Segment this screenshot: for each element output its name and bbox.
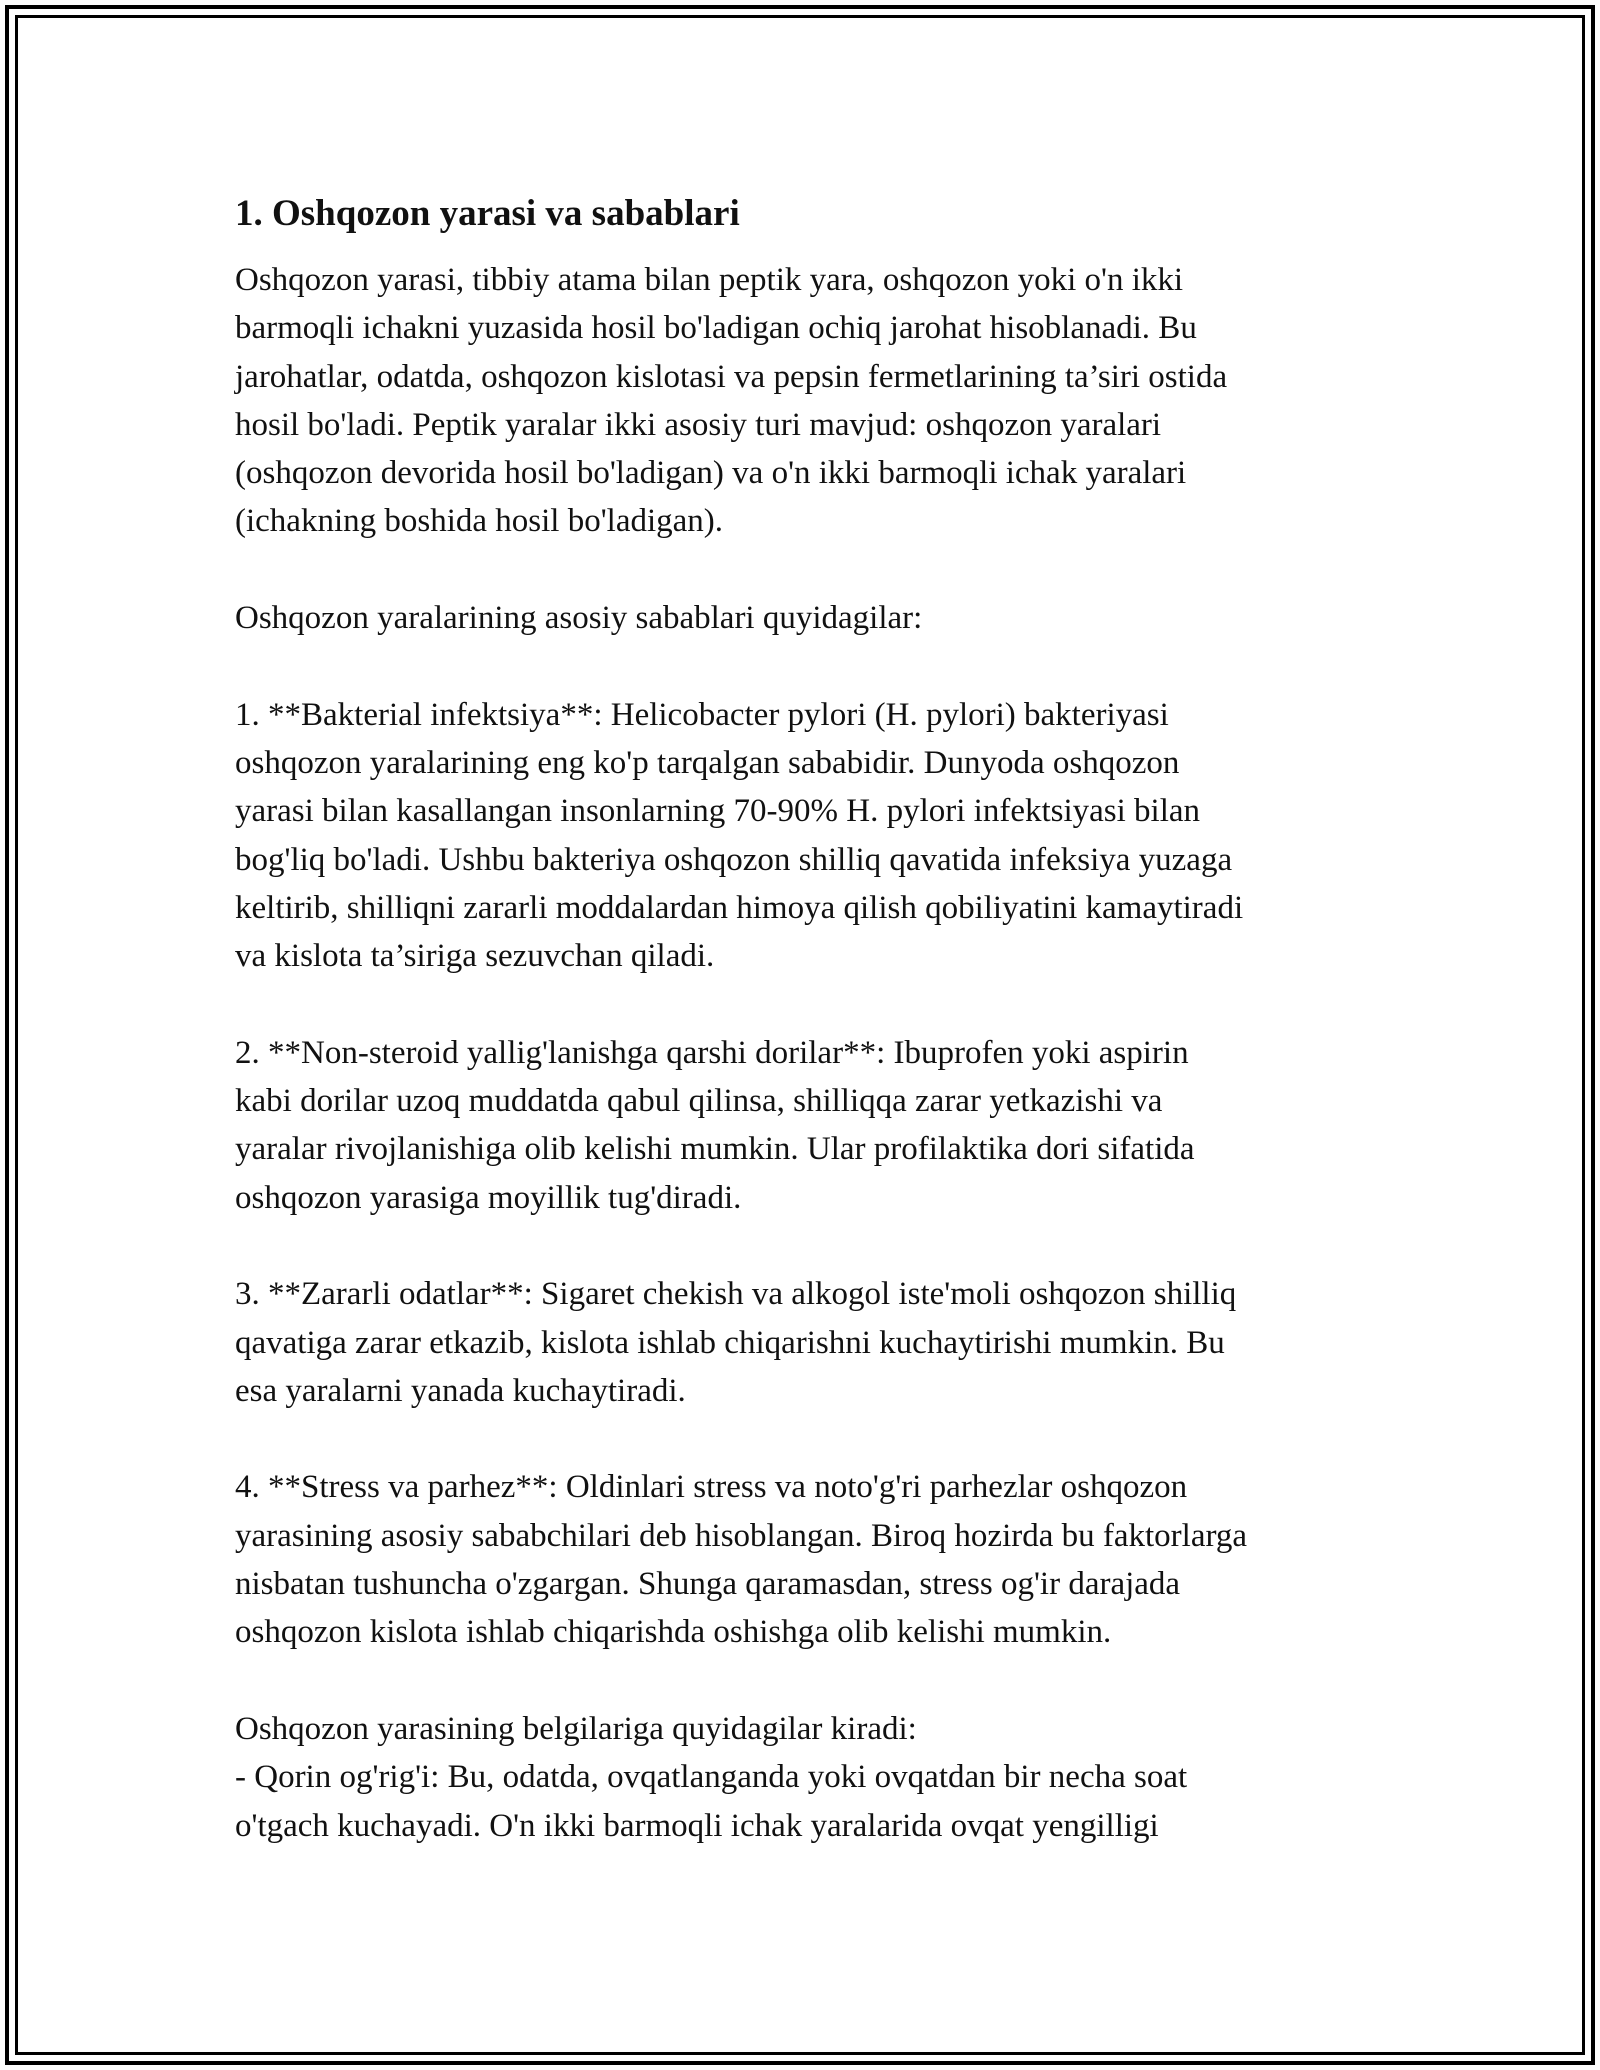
text-line: o'tgach kuchayadi. O'n ikki barmoqli ichak yaralarida ovqat yengilligi xyxy=(235,1807,1159,1844)
text-line: bog'liq bo'ladi. Ushbu bakteriya oshqozon shilliq qavatida infeksiya yuzaga xyxy=(235,841,1233,878)
text-line: barmoqli ichakni yuzasida hosil bo'ladigan ochiq jarohat hisoblanadi. Bu xyxy=(235,310,1197,347)
text-line: yarasining asosiy sababchilari deb hisoblangan. Biroq hozirda bu faktorlarga xyxy=(235,1517,1248,1554)
text-line: 1. **Bakterial infektsiya**: Helicobacter pylori (H. pylori) bakteriyasi xyxy=(235,696,1169,733)
text-line: qavatiga zarar etkazib, kislota ishlab chiqarishni kuchaytirishi mumkin. Bu xyxy=(235,1324,1225,1361)
text-line: kabi dorilar uzoq muddatda qabul qilinsa, shilliqqa zarar yetkazishi va xyxy=(235,1083,1163,1120)
blank-line xyxy=(235,1415,1375,1463)
text-line: (oshqozon devorida hosil bo'ladigan) va o'n ikki barmoqli ichak yaralari xyxy=(235,455,1187,492)
text-line: (ichakning boshida hosil bo'ladigan). xyxy=(235,503,724,540)
text-line: nisbatan tushuncha o'zgargan. Shunga qaramasdan, stress og'ir darajada xyxy=(235,1566,1181,1603)
text-line: 4. **Stress va parhez**: Oldinlari stress va noto'g'ri parhezlar oshqozon xyxy=(235,1469,1188,1506)
text-line: Oshqozon yarasining belgilariga quyidagilar kiradi: xyxy=(235,1710,917,1747)
blank-line xyxy=(235,980,1375,1028)
document-body xyxy=(235,186,1375,1850)
text-line: 3. **Zararli odatlar**: Sigaret chekish va alkogol iste'moli oshqozon shilliq xyxy=(235,1276,1237,1313)
text-line: yaralar rivojlanishiga olib kelishi mumkin. Ular profilaktika dori sifatida xyxy=(235,1131,1195,1168)
text-line: - Qorin og'rig'i: Bu, odatda, ovqatlanganda yoki ovqatdan bir necha soat xyxy=(235,1759,1188,1796)
text-line: hosil bo'ladi. Peptik yaralar ikki asosiy turi mavjud: oshqozon yaralari xyxy=(235,406,1162,443)
blank-line xyxy=(235,642,1375,690)
text-line: Oshqozon yaralarining asosiy sabablari quyidagilar: xyxy=(235,600,923,637)
text-line: jarohatlar, odatda, oshqozon kislotasi va pepsin fermetlarining ta’siri ostida xyxy=(235,358,1228,395)
blank-line xyxy=(235,546,1375,594)
text-line: va kislota ta’siriga sezuvchan qiladi. xyxy=(235,938,715,975)
text-line: Oshqozon yarasi, tibbiy atama bilan peptik yara, oshqozon yoki o'n ikki xyxy=(235,262,1184,298)
blank-line xyxy=(235,1657,1375,1705)
text-line: oshqozon kislota ishlab chiqarishda oshishga olib kelishi mumkin. xyxy=(235,1614,1112,1651)
document-text xyxy=(235,256,1375,1850)
text-line: 2. **Non-steroid yallig'lanishga qarshi dorilar**: Ibuprofen yoki aspirin xyxy=(235,1034,1189,1071)
text-line: esa yaralarni yanada kuchaytiradi. xyxy=(235,1372,686,1409)
blank-line xyxy=(235,1222,1375,1270)
text-line: yarasi bilan kasallangan insonlarning 70-90% H. pylori infektsiyasi bilan xyxy=(235,793,1201,830)
document-title: 1. Oshqozon yarasi va sabablari xyxy=(235,193,740,234)
text-line: keltirib, shilliqni zararli moddalardan himoya qilish qobiliyatini kamaytiradi xyxy=(235,889,1244,926)
text-line: oshqozon yarasiga moyillik tug'diradi. xyxy=(235,1179,742,1216)
text-line: oshqozon yaralarining eng ko'p tarqalgan sababidir. Dunyoda oshqozon xyxy=(235,744,1180,781)
